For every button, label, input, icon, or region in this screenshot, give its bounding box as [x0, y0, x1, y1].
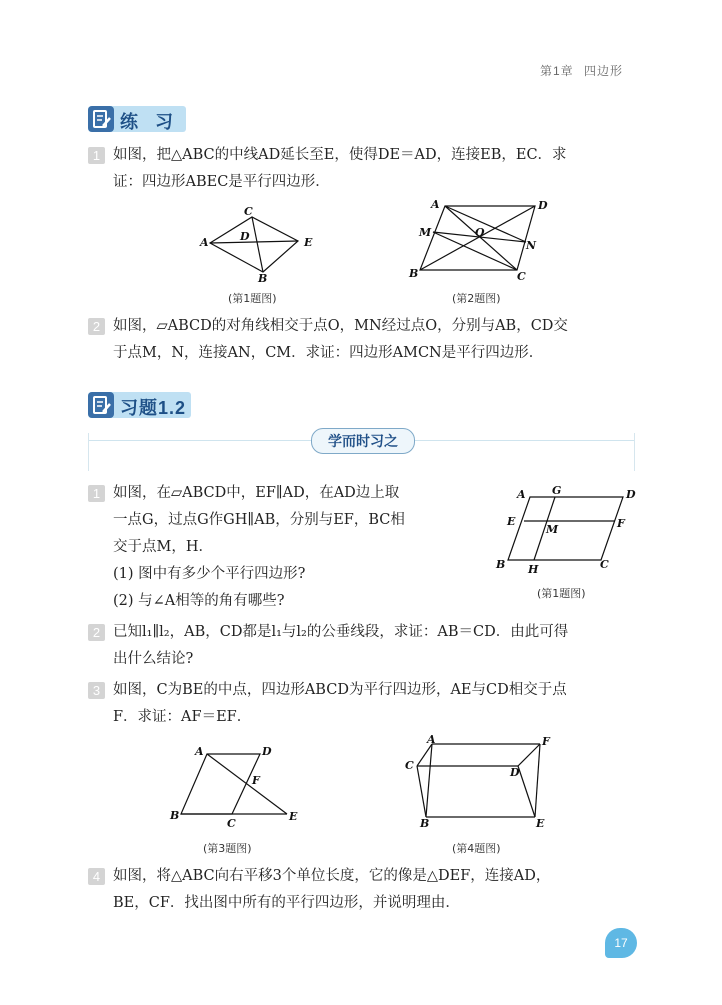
question-text-line: (1) 图中有多少个平行四边形?: [113, 566, 306, 582]
question-text-line: 出什么结论?: [113, 651, 194, 667]
question-number: 2: [88, 624, 105, 641]
point-label: F: [252, 774, 260, 787]
point-label: F: [617, 517, 625, 530]
question-text-line: BE，CF．找出图中所有的平行四边形，并说明理由．: [113, 895, 460, 911]
question-number: 1: [88, 147, 105, 164]
figure-exercise-1: [490, 480, 640, 580]
point-label: D: [510, 766, 520, 779]
point-label: E: [536, 817, 545, 830]
figure-caption: (第4题图): [452, 842, 501, 855]
pencil-note-icon: [88, 106, 114, 132]
banner-title: 学而时习之: [311, 428, 415, 454]
question-text-line: 一点G，过点G作GH∥AB，分别与EF，BC相: [113, 512, 405, 528]
question-text-line: 于点M，N，连接AN，CM．求证：四边形AMCN是平行四边形．: [113, 345, 544, 361]
running-header: [540, 62, 623, 79]
page-number: 17: [605, 928, 637, 958]
point-label: B: [409, 267, 419, 280]
question-text-line: 如图，在▱ABCD中，EF∥AD，在AD边上取: [113, 485, 400, 501]
figure-exercise-3: [165, 740, 310, 832]
point-label: F: [542, 735, 550, 748]
chapter-title: 四边形: [584, 64, 624, 78]
figure-practice-2: [405, 196, 560, 284]
point-label: A: [195, 745, 204, 758]
figure-practice-1: [195, 200, 325, 285]
point-label: B: [420, 817, 430, 830]
figure-caption: (第2题图): [452, 292, 501, 305]
point-label: H: [528, 563, 539, 576]
section-header-exercises: [88, 392, 191, 418]
point-label: D: [262, 745, 272, 758]
point-label: C: [405, 759, 414, 772]
banner-divider: [88, 440, 311, 441]
point-label: C: [600, 558, 609, 571]
question-number: 2: [88, 318, 105, 335]
section-title: 习题1.2: [120, 398, 187, 418]
question-text-line: 如图，C为BE的中点，四边形ABCD为平行四边形，AE与CD相交于点: [113, 682, 567, 698]
banner-divider: [413, 440, 635, 441]
point-label: D: [626, 488, 636, 501]
point-label: C: [227, 817, 236, 830]
point-label: G: [552, 484, 562, 497]
point-label: C: [244, 205, 253, 218]
point-label: A: [200, 236, 209, 249]
question-text-line: 交于点M，H．: [113, 539, 213, 555]
point-label: M: [419, 226, 432, 239]
question-text-line: (2) 与∠A相等的角有哪些?: [113, 593, 285, 609]
point-label: B: [258, 272, 268, 285]
question-text-line: 如图，将△ABC向右平移3个单位长度，它的像是△DEF，连接AD，: [113, 868, 551, 884]
question-number: 4: [88, 868, 105, 885]
question-number: 3: [88, 682, 105, 699]
figure-caption: (第3题图): [203, 842, 252, 855]
figure-exercise-4: [400, 730, 560, 830]
point-label: M: [546, 523, 559, 536]
section-title: 练 习: [120, 112, 180, 132]
question-text-line: F．求证：AF＝EF．: [113, 709, 252, 725]
point-label: D: [240, 230, 250, 243]
section-header-practice: [88, 106, 186, 132]
point-label: B: [170, 809, 180, 822]
figure-caption: (第1题图): [228, 292, 277, 305]
point-label: B: [496, 558, 506, 571]
banner-divider: [634, 433, 635, 471]
question-text-line: 如图，▱ABCD的对角线相交于点O，MN经过点O，分别与AB，CD交: [113, 318, 568, 334]
figure-caption: (第1题图): [537, 587, 586, 600]
question-text-line: 如图，把△ABC的中线AD延长至E，使得DE＝AD，连接EB，EC．求: [113, 147, 567, 163]
point-label: E: [289, 810, 298, 823]
chapter-number: 第1章: [540, 64, 574, 78]
point-label: A: [431, 198, 440, 211]
point-label: C: [517, 270, 526, 283]
question-number: 1: [88, 485, 105, 502]
point-label: A: [517, 488, 526, 501]
question-text-line: 已知l₁∥l₂，AB，CD都是l₁与l₂的公垂线段，求证：AB＝CD．由此可得: [113, 624, 569, 640]
point-label: O: [475, 226, 485, 239]
pencil-note-icon: [88, 392, 114, 418]
point-label: D: [538, 199, 548, 212]
banner-divider: [88, 433, 89, 471]
point-label: N: [526, 239, 537, 252]
point-label: A: [427, 733, 436, 746]
point-label: E: [304, 236, 313, 249]
question-text-line: 证：四边形ABEC是平行四边形．: [113, 174, 330, 190]
point-label: E: [507, 515, 516, 528]
